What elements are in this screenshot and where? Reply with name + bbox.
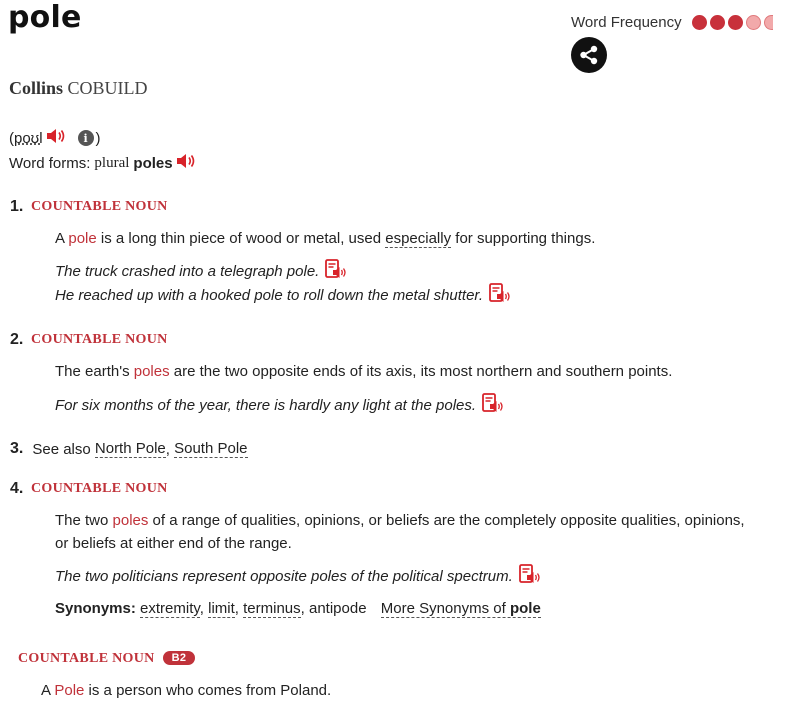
example-text: He reached up with a hooked pole to roll down the metal shutter. xyxy=(55,286,484,304)
sense-number: 2. xyxy=(10,331,24,348)
example-audio-icon[interactable] xyxy=(325,259,347,283)
info-icon[interactable]: i xyxy=(78,130,94,146)
sense-definition xyxy=(55,360,672,383)
synonyms: Synonyms: extremity, limit, terminus, antipode More Synonyms of pole xyxy=(55,600,541,617)
def-headword: poles xyxy=(133,363,170,380)
see-also xyxy=(10,440,248,458)
word-frequency-label: Word Frequency xyxy=(571,14,682,31)
example-sentence xyxy=(55,564,541,588)
def-link-especially[interactable]: especially xyxy=(385,230,452,247)
def-text: The earth's xyxy=(55,363,134,380)
see-also-label: See also xyxy=(32,440,91,458)
frequency-dot-icon xyxy=(710,15,725,30)
frequency-dot-icon xyxy=(728,15,743,30)
second-entry-pos-row xyxy=(18,651,195,667)
example-audio-icon[interactable] xyxy=(482,393,504,417)
sense-definition xyxy=(55,227,595,250)
def-text: The two xyxy=(55,512,113,529)
example-text: The truck crashed into a telegraph pole. xyxy=(55,262,320,280)
synonym-link[interactable]: limit xyxy=(208,600,235,617)
pronunciation-ipa: poʊl xyxy=(14,129,43,147)
sense-pos: COUNTABLE NOUN xyxy=(31,332,168,347)
example-audio-icon[interactable] xyxy=(489,283,511,307)
def-text: are the two opposite ends of its axis, its most northern and southern points. xyxy=(169,363,673,380)
def-headword: pole xyxy=(68,230,97,247)
example-text: The two politicians represent opposite poles of the political spectrum. xyxy=(55,567,513,585)
def-text: A xyxy=(55,230,69,247)
def-text: is a person who comes from Poland. xyxy=(84,682,332,699)
example-sentence xyxy=(55,259,347,283)
word-frequency xyxy=(571,14,773,31)
word-forms-label: Word forms: xyxy=(9,154,91,172)
dictionary-source xyxy=(9,78,148,99)
frequency-dot-icon xyxy=(746,15,761,30)
pron-open-paren: ( xyxy=(9,129,14,147)
sense-pos: COUNTABLE NOUN xyxy=(18,651,155,666)
speaker-icon[interactable] xyxy=(176,153,196,173)
example-audio-icon[interactable] xyxy=(519,564,541,588)
pronunciation xyxy=(9,128,101,148)
word-forms xyxy=(9,153,196,173)
sense-pos: COUNTABLE NOUN xyxy=(31,481,168,496)
def-text: or beliefs at either end of the range. xyxy=(55,535,292,552)
example-sentence xyxy=(55,283,511,307)
speaker-icon[interactable] xyxy=(46,128,66,148)
synonym-text: antipode xyxy=(309,600,367,617)
def-text: is a long thin piece of wood or metal, used xyxy=(96,230,386,247)
def-text: A xyxy=(41,682,55,699)
example-sentence xyxy=(55,393,504,417)
frequency-dot-icon xyxy=(764,15,773,30)
level-badge: B2 xyxy=(163,651,196,665)
sense-pos: COUNTABLE NOUN xyxy=(31,199,168,214)
see-also-link[interactable]: North Pole xyxy=(94,440,166,457)
sense-number: 3. xyxy=(10,440,24,457)
see-also-link[interactable]: South Pole xyxy=(174,440,248,457)
sense-number: 4. xyxy=(10,480,24,497)
example-text: For six months of the year, there is hardly any light at the poles. xyxy=(55,396,477,414)
synonyms-label: Synonyms: xyxy=(55,600,136,617)
def-headword: poles xyxy=(112,512,149,529)
more-synonyms-word: pole xyxy=(509,600,541,617)
sense-definition xyxy=(55,509,745,555)
synonym-link[interactable]: terminus xyxy=(243,600,301,617)
frequency-dots xyxy=(692,15,773,30)
share-button[interactable] xyxy=(571,37,607,73)
def-text: of a range of qualities, opinions, or beliefs are the completely opposite qualities, opinions, xyxy=(148,512,745,529)
more-synonyms-label: More Synonyms of xyxy=(380,600,506,617)
source-name: COBUILD xyxy=(67,78,148,98)
share-icon xyxy=(578,44,600,66)
pron-close-paren: ) xyxy=(95,129,101,147)
plural-form: poles xyxy=(133,154,173,172)
sense-number: 1. xyxy=(10,198,24,215)
sense-definition xyxy=(41,679,331,702)
see-also-separator: , xyxy=(165,440,170,458)
frequency-dot-icon xyxy=(692,15,707,30)
source-brand: Collins xyxy=(9,78,64,98)
def-text: for supporting things. xyxy=(451,230,596,247)
def-headword: Pole xyxy=(54,682,85,699)
headword-title: pole xyxy=(8,0,82,35)
plural-label: plural xyxy=(94,154,130,171)
synonym-link[interactable]: extremity xyxy=(140,600,200,617)
more-synonyms-link[interactable] xyxy=(381,600,541,618)
